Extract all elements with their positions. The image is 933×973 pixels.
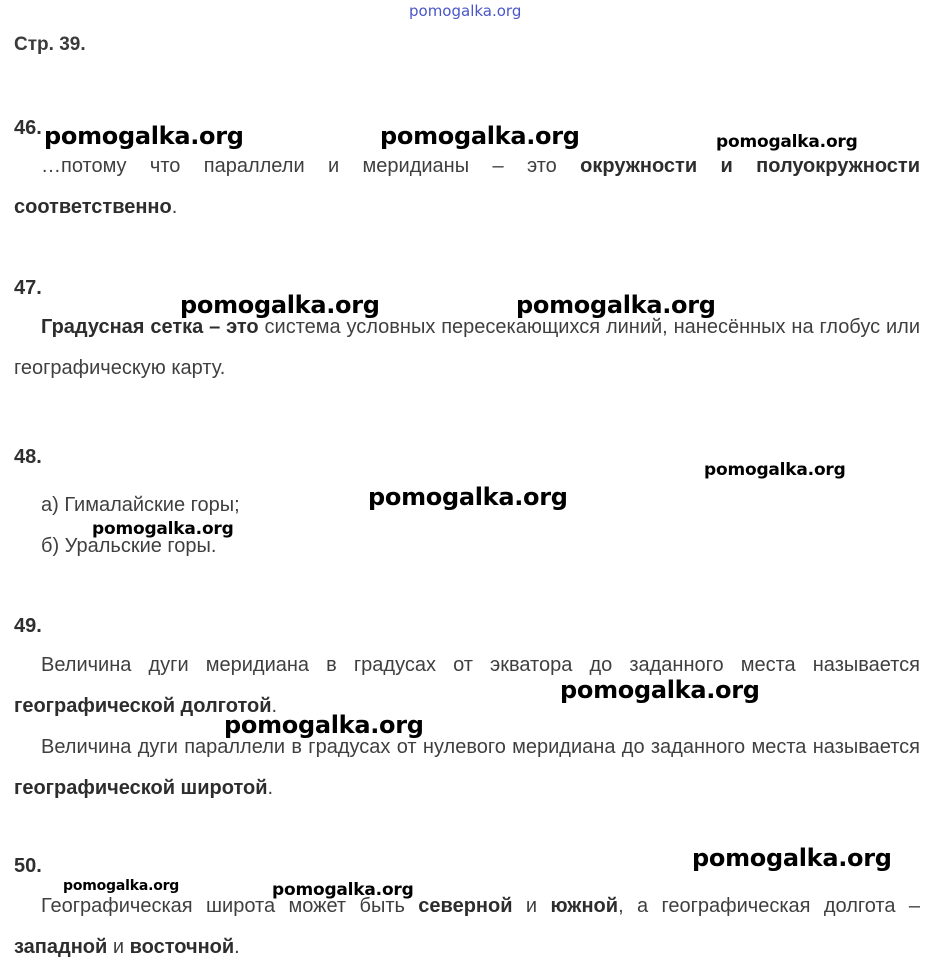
watermark: pomogalka.org (704, 460, 846, 480)
task-47-answer (14, 307, 920, 389)
text-segment: система условных пересекающихся линий, нанесённых на глобус или географическую карту. (14, 316, 920, 379)
watermark: pomogalka.org (180, 291, 380, 319)
watermark: pomogalka.org (692, 844, 892, 872)
bold-term: восточной (129, 936, 235, 958)
task-49-paragraph-1 (14, 645, 920, 727)
task-number-50: 50. (14, 855, 42, 877)
watermark: pomogalka.org (380, 122, 580, 150)
watermark: pomogalka.org (716, 132, 858, 152)
text-segment: . (234, 936, 240, 958)
task-number-47: 47. (14, 277, 42, 299)
bold-term: северной (418, 895, 513, 917)
bold-term: географической широтой (14, 777, 268, 799)
watermark: pomogalka.org (63, 878, 180, 894)
text-segment: …потому что параллели и меридианы – это (41, 155, 581, 177)
text-segment: . (171, 196, 178, 218)
bold-term: южной (550, 895, 619, 917)
text-segment: Географическая широта может быть (41, 895, 419, 917)
text-segment: , а географическая долгота – (618, 895, 920, 917)
task-48-item-b: б) Уральские горы. (41, 535, 217, 557)
watermark: pomogalka.org (224, 711, 424, 739)
text-segment: . (271, 695, 278, 717)
text-segment: и (512, 895, 551, 917)
watermark: pomogalka.org (92, 519, 234, 539)
task-number-46: 46. (14, 117, 42, 139)
bold-term: окружности и полуокружности соответственно (14, 155, 921, 218)
task-50-answer (14, 886, 920, 968)
task-48-item-a: а) Гималайские горы; (41, 494, 240, 516)
bold-term: западной (14, 936, 108, 958)
page-label: Стр. 39. (14, 34, 86, 55)
watermark: pomogalka.org (272, 880, 414, 900)
text-segment: . (267, 777, 274, 799)
task-49-paragraph-2 (14, 727, 920, 809)
text-segment: Величина дуги меридиана в градусах от экватора до заданного места называется (41, 654, 920, 676)
bold-term: географической долготой (14, 695, 272, 717)
text-segment: Величина дуги параллели в градусах от нулевого меридиана до заданного места называется (41, 736, 920, 758)
watermark: pomogalka.org (368, 483, 568, 511)
watermark: pomogalka.org (560, 676, 760, 704)
text-segment: и (107, 936, 130, 958)
watermark: pomogalka.org (409, 2, 522, 20)
watermark: pomogalka.org (516, 291, 716, 319)
bold-term: Градусная сетка – это (41, 316, 259, 338)
task-number-48: 48. (14, 446, 42, 468)
watermark: pomogalka.org (44, 122, 244, 150)
task-46-answer (14, 146, 920, 228)
task-number-49: 49. (14, 615, 42, 637)
